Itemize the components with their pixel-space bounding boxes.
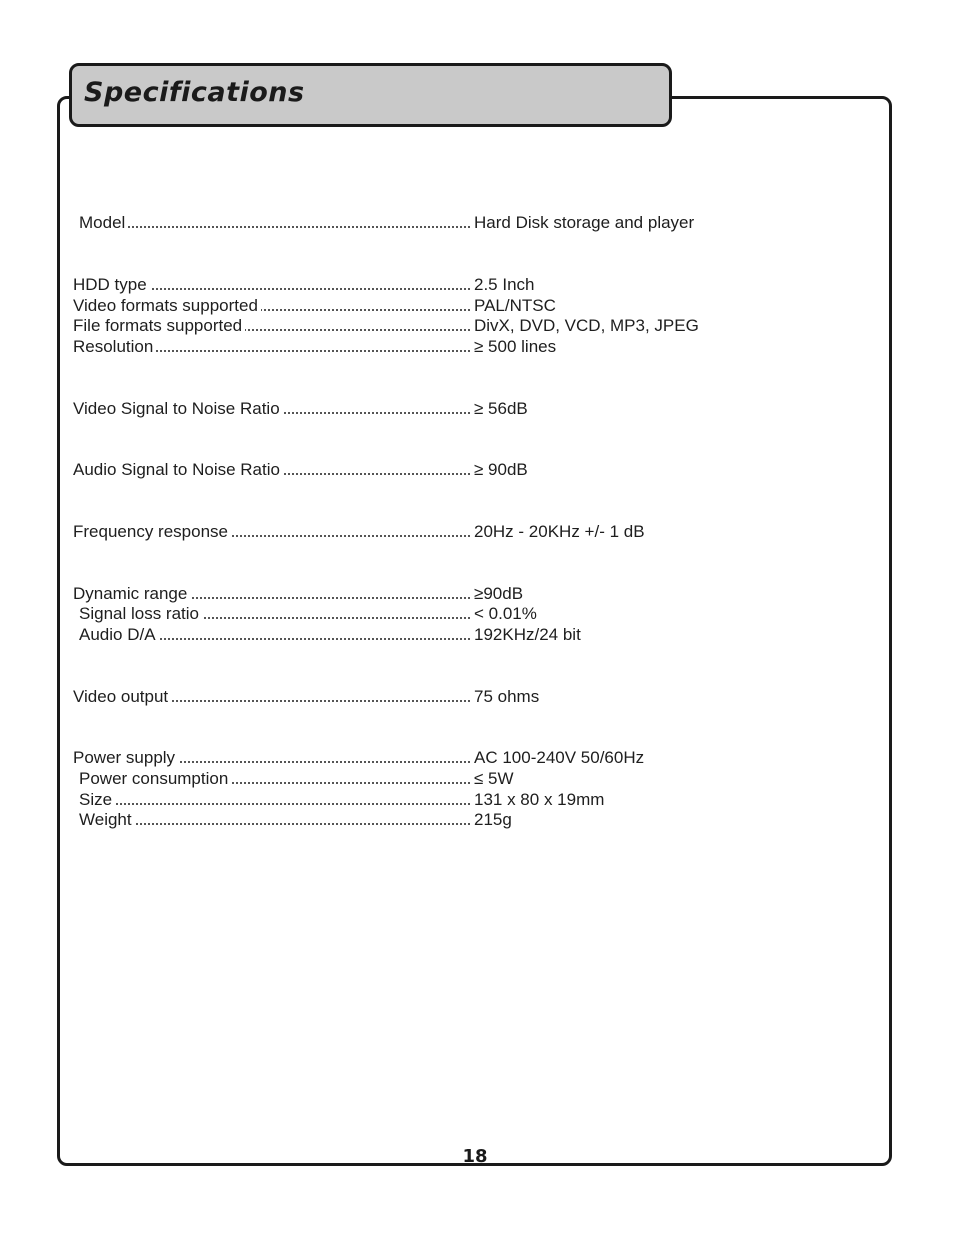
spec-row-resolution <box>73 336 557 357</box>
spec-value: ≤ 5W <box>474 769 514 788</box>
spec-row-frequency-response <box>73 521 645 542</box>
spec-label: Audio D/A <box>79 625 159 644</box>
spec-label: Frequency response <box>73 522 231 541</box>
spec-row-power-consumption <box>79 768 514 789</box>
spec-value: PAL/NTSC <box>474 296 556 315</box>
spec-label: Resolution <box>73 337 156 356</box>
spec-row-video-output <box>73 686 540 707</box>
spec-value: AC 100-240V 50/60Hz <box>474 748 645 767</box>
spec-row-size <box>79 789 605 810</box>
spec-row-audio-da <box>79 624 581 645</box>
spec-label: Video output <box>73 687 171 706</box>
spec-value: Hard Disk storage and player <box>474 213 695 232</box>
spec-label: File formats supported <box>73 316 245 335</box>
spec-label: Power consumption <box>79 769 231 788</box>
spec-row-weight <box>79 809 512 830</box>
spec-label: Model <box>79 213 128 232</box>
spec-value: 20Hz - 20KHz +/- 1 dB <box>474 522 645 541</box>
spec-label: Size <box>79 790 115 809</box>
spec-label: Video formats supported <box>73 296 261 315</box>
spec-row-model <box>79 212 695 233</box>
spec-row-audio-snr <box>73 459 528 480</box>
spec-value: ≥90dB <box>474 584 524 603</box>
spec-value: ≥ 56dB <box>474 399 528 418</box>
spec-value: < 0.01% <box>474 604 537 623</box>
spec-value: 131 x 80 x 19mm <box>474 790 605 809</box>
spec-label: Audio Signal to Noise Ratio <box>73 460 283 479</box>
spec-value: 2.5 Inch <box>474 275 535 294</box>
spec-value: ≥ 500 lines <box>474 337 557 356</box>
spec-row-file-formats <box>73 315 699 336</box>
spec-label: Video Signal to Noise Ratio <box>73 399 283 418</box>
spec-value: 192KHz/24 bit <box>474 625 581 644</box>
spec-row-video-formats <box>73 295 556 316</box>
spec-row-hdd-type <box>73 274 535 295</box>
spec-label: Dynamic range <box>73 584 190 603</box>
spec-label: HDD type <box>73 275 150 294</box>
spec-row-dynamic-range <box>73 583 524 604</box>
page-number: 18 <box>462 1146 488 1167</box>
section-title: Specifications <box>84 77 305 108</box>
spec-value: 215g <box>474 810 512 829</box>
spec-value: ≥ 90dB <box>474 460 528 479</box>
spec-row-video-snr <box>73 398 528 419</box>
spec-value: DivX, DVD, VCD, MP3, JPEG <box>474 316 699 335</box>
spec-label: Weight <box>79 810 135 829</box>
spec-label: Signal loss ratio <box>79 604 202 623</box>
spec-value: 75 ohms <box>474 687 540 706</box>
spec-label: Power supply <box>73 748 178 767</box>
spec-row-signal-loss <box>79 603 537 624</box>
spec-row-power-supply <box>73 747 645 768</box>
